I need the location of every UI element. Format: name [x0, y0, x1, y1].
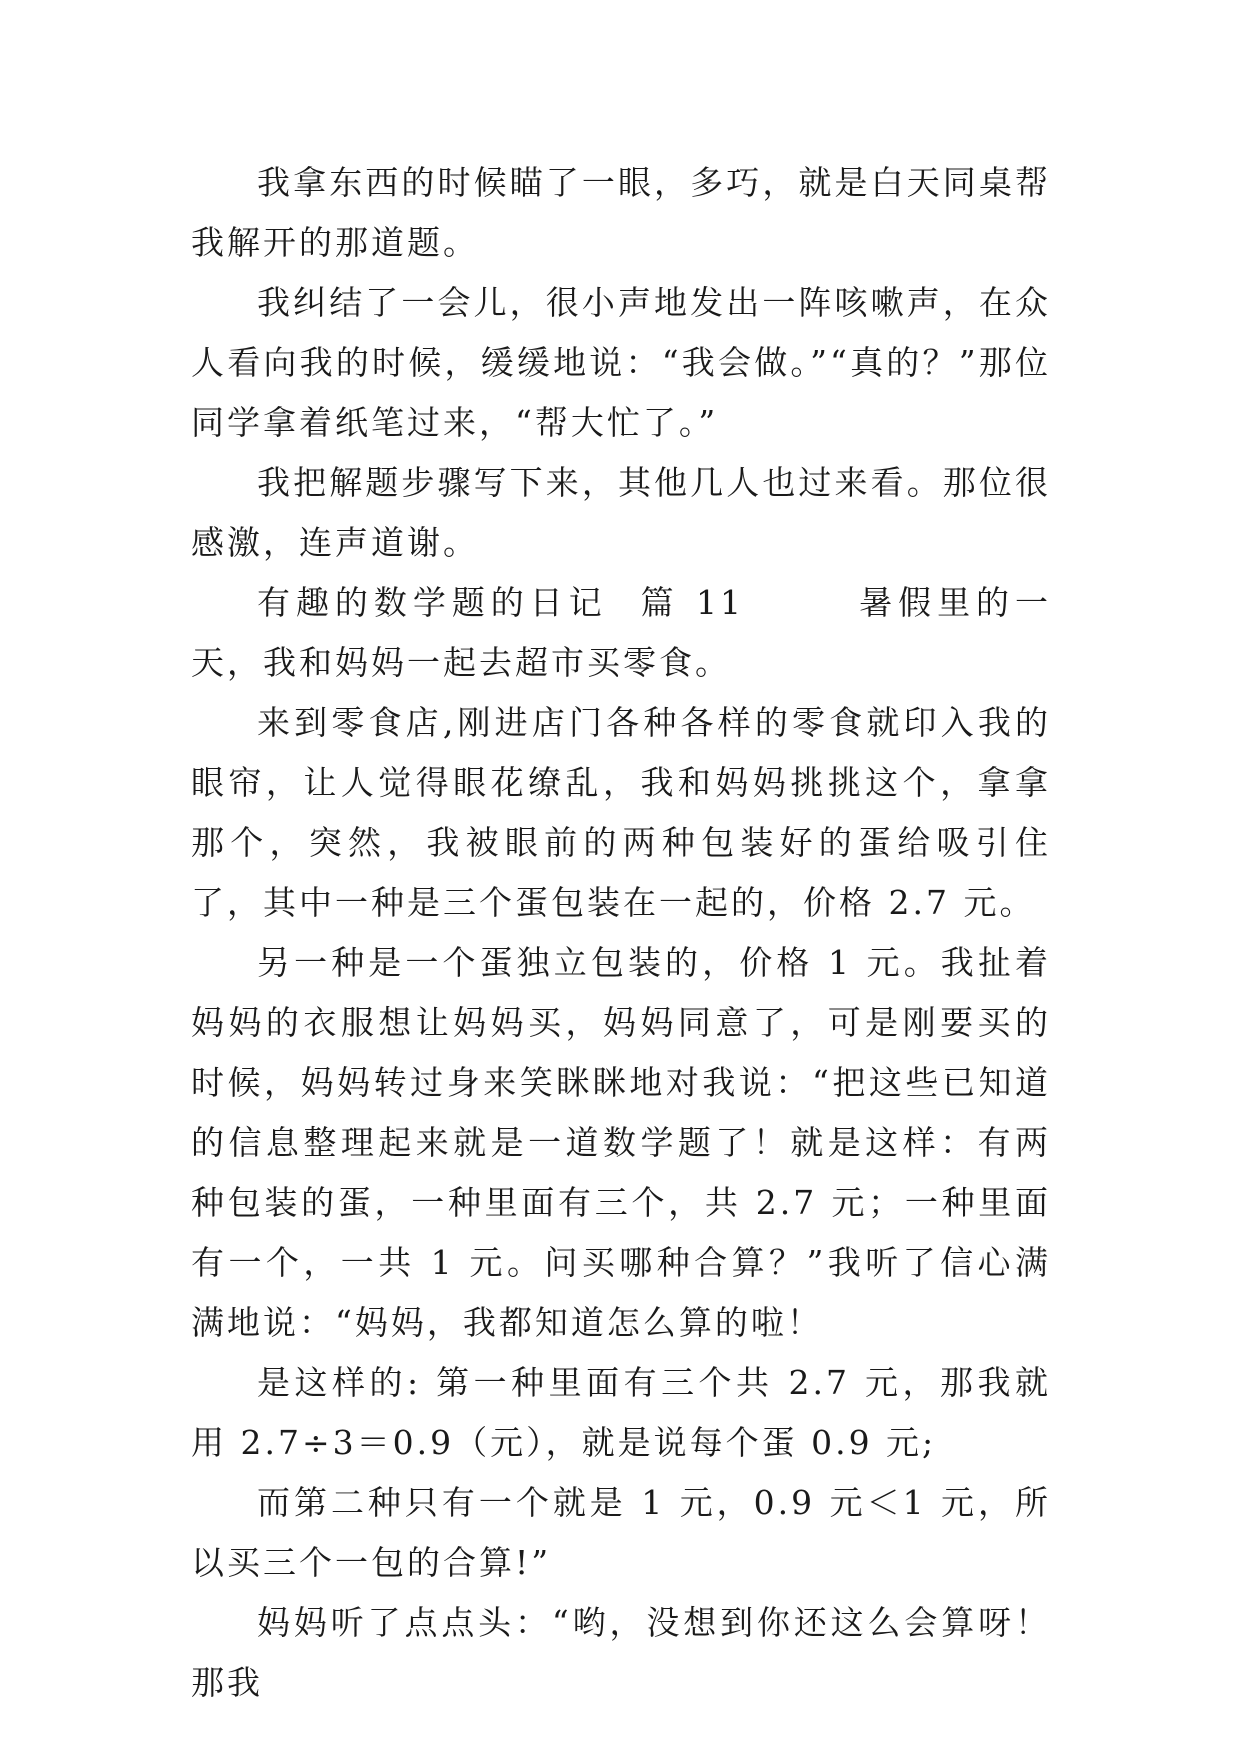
paragraph: 而第二种只有一个就是 1 元，0.9 元＜1 元，所以买三个一包的合算!” — [191, 1483, 1051, 1582]
paragraph: 是这样的: 第一种里面有三个共 2.7 元，那我就用 2.7÷3＝0.9（元），就是说每个蛋 0.9 元; — [191, 1363, 1051, 1462]
section-heading-paragraph: 有趣的数学题的日记 篇 11 暑假里的一天，我和妈妈一起去超市买零食。 — [191, 583, 1051, 682]
paragraph: 我纠结了一会儿，很小声地发出一阵咳嗽声，在众人看向我的时候，缓缓地说：“我会做。”“真的？”那位同学拿着纸笔过来，“帮大忙了。” — [191, 283, 1051, 442]
paragraph: 我把解题步骤写下来，其他几人也过来看。那位很感激，连声道谢。 — [191, 463, 1051, 562]
paragraph: 来到零食店,刚进店门各种各样的零食就印入我的眼帘，让人觉得眼花缭乱，我和妈妈挑挑这个，拿拿那个，突然，我被眼前的两种包装好的蛋给吸引住了，其中一种是三个蛋包装在一起的，价格 2.7 元。 — [191, 703, 1051, 922]
paragraph: 另一种是一个蛋独立包装的，价格 1 元。我扯着妈妈的衣服想让妈妈买，妈妈同意了，可是刚要买的时候，妈妈转过身来笑眯眯地对我说：“把这些已知道的信息整理起来就是一道数学题了！就是这样：有两种包装的蛋，一种里面有三个，共 2.7 元；一种里面有一个，一共 1 元。问买哪种合算？”我听了信心满满地说：“妈妈，我都知道怎么算的啦！ — [191, 943, 1051, 1342]
paragraph: 我拿东西的时候瞄了一眼，多巧，就是白天同桌帮我解开的那道题。 — [191, 163, 1051, 262]
document-body — [191, 153, 1051, 1713]
paragraph: 妈妈听了点点头：“哟，没想到你还这么会算呀！那我 — [191, 1603, 1051, 1702]
